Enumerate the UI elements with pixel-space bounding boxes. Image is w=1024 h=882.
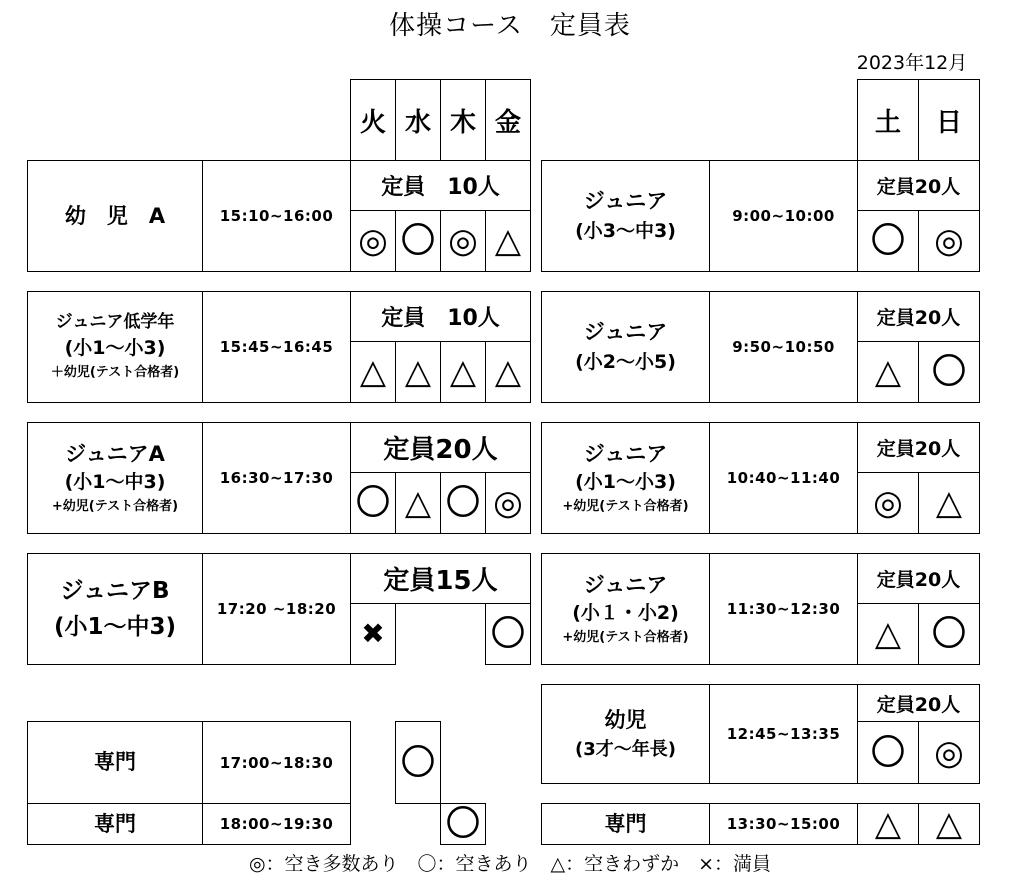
class-name-line: 専門 — [604, 811, 647, 836]
class-name — [541, 291, 710, 403]
class-name-line: ジュニア低学年 — [55, 311, 175, 332]
slot-thu: △ — [440, 341, 486, 403]
capacity-label: 定員20人 — [857, 422, 980, 473]
class-name-line: ジュニア — [583, 441, 668, 466]
slot-fri: 〇 — [485, 603, 531, 665]
slot-wed: △ — [395, 341, 441, 403]
capacity-label: 定員20人 — [857, 684, 980, 722]
slot-sat: 〇 — [857, 721, 919, 784]
class-name — [541, 553, 710, 665]
slot-sat: 〇 — [857, 210, 919, 272]
class-name-line: ジュニアB — [60, 577, 170, 604]
slot-sun: △ — [918, 472, 980, 534]
class-name — [541, 422, 710, 534]
class-name-line: (小2～小5) — [575, 351, 676, 374]
class-name-line: +幼児(テスト合格者) — [562, 629, 689, 645]
class-name-line: ジュニアA — [65, 441, 165, 466]
class-name: 専門 — [27, 721, 203, 804]
class-time: 16:30~17:30 — [202, 422, 351, 534]
slot-fri: ◎ — [485, 472, 531, 534]
class-time: 11:30~12:30 — [709, 553, 858, 665]
slot-tue: ◎ — [350, 210, 396, 272]
class-name-line: (小1～小3) — [575, 470, 676, 493]
slot-wed: △ — [395, 472, 441, 534]
class-name-line: (小１・小2) — [572, 601, 679, 624]
class-name-line: 幼児 — [604, 707, 647, 732]
class-name — [27, 291, 203, 403]
day-wed: 水 — [395, 79, 441, 161]
class-time: 10:40~11:40 — [709, 422, 858, 534]
slot-sun: 〇 — [918, 603, 980, 665]
capacity-label: 定員20人 — [857, 553, 980, 604]
class-name — [541, 803, 710, 845]
capacity-label: 定員 10人 — [350, 291, 531, 342]
class-time: 15:10~16:00 — [202, 160, 351, 272]
page-title: 体操コース 定員表 — [389, 10, 631, 41]
class-name — [27, 160, 203, 272]
class-name-line: (小3～中3) — [575, 220, 676, 243]
class-name-line: (小1～中3) — [64, 470, 166, 493]
class-time: 12:45~13:35 — [709, 684, 858, 784]
slot-tue: 〇 — [350, 472, 396, 534]
slot-wed: 〇 — [395, 721, 441, 804]
day-sun: 日 — [918, 79, 980, 161]
day-tue: 火 — [350, 79, 396, 161]
class-time: 15:45~16:45 — [202, 291, 351, 403]
class-name — [27, 422, 203, 534]
slot-sun: 〇 — [918, 341, 980, 403]
slot-wed: 〇 — [395, 210, 441, 272]
capacity-label: 定員20人 — [857, 291, 980, 342]
class-name-line: (小1～小3) — [64, 337, 166, 360]
capacity-label: 定員20人 — [857, 160, 980, 211]
slot-sat: ◎ — [857, 472, 919, 534]
slot-thu: ◎ — [440, 210, 486, 272]
slot-thu: 〇 — [440, 472, 486, 534]
class-time: 17:00~18:30 — [202, 721, 351, 804]
slot-sun: △ — [918, 803, 980, 845]
class-name — [541, 160, 710, 272]
capacity-label: 定員15人 — [350, 553, 531, 604]
slot-sat: △ — [857, 341, 919, 403]
class-name-line: ジュニア — [583, 189, 668, 213]
class-name-line: ジュニア — [583, 320, 668, 344]
schedule-date: 2023年12月 — [856, 51, 968, 74]
slot-sun: ◎ — [918, 210, 980, 272]
slot-tue: ✖ — [350, 603, 396, 665]
class-time: 9:00~10:00 — [709, 160, 858, 272]
class-time: 13:30~15:00 — [709, 803, 858, 845]
class-name-line: (3才～年長) — [575, 738, 676, 760]
day-fri: 金 — [485, 79, 531, 161]
day-sat: 土 — [857, 79, 919, 161]
class-time: 9:50~10:50 — [709, 291, 858, 403]
slot-fri: △ — [485, 210, 531, 272]
class-name-line: ジュニア — [583, 572, 668, 597]
class-name-line: 幼 児 A — [64, 203, 166, 228]
class-name-line: ＋幼児(テスト合格者) — [50, 365, 180, 381]
class-name-line: +幼児(テスト合格者) — [562, 498, 689, 514]
slot-tue: △ — [350, 341, 396, 403]
class-name — [541, 684, 710, 784]
class-name: 専門 — [27, 803, 203, 845]
capacity-label: 定員 10人 — [350, 160, 531, 211]
class-name — [27, 553, 203, 665]
class-name-line: +幼児(テスト合格者) — [51, 498, 179, 514]
slot-sat: △ — [857, 803, 919, 845]
legend: ◎：空き多数あり 〇：空きあり △：空きわずか ×：満員 — [248, 852, 772, 875]
slot-sat: △ — [857, 603, 919, 665]
slot-sun: ◎ — [918, 721, 980, 784]
capacity-label: 定員20人 — [350, 422, 531, 473]
class-time: 18:00~19:30 — [202, 803, 351, 845]
slot-thu: 〇 — [440, 803, 486, 845]
class-time: 17:20 ~18:20 — [202, 553, 351, 665]
slot-fri: △ — [485, 341, 531, 403]
class-name-line: (小1～中3) — [53, 614, 177, 640]
day-thu: 木 — [440, 79, 486, 161]
